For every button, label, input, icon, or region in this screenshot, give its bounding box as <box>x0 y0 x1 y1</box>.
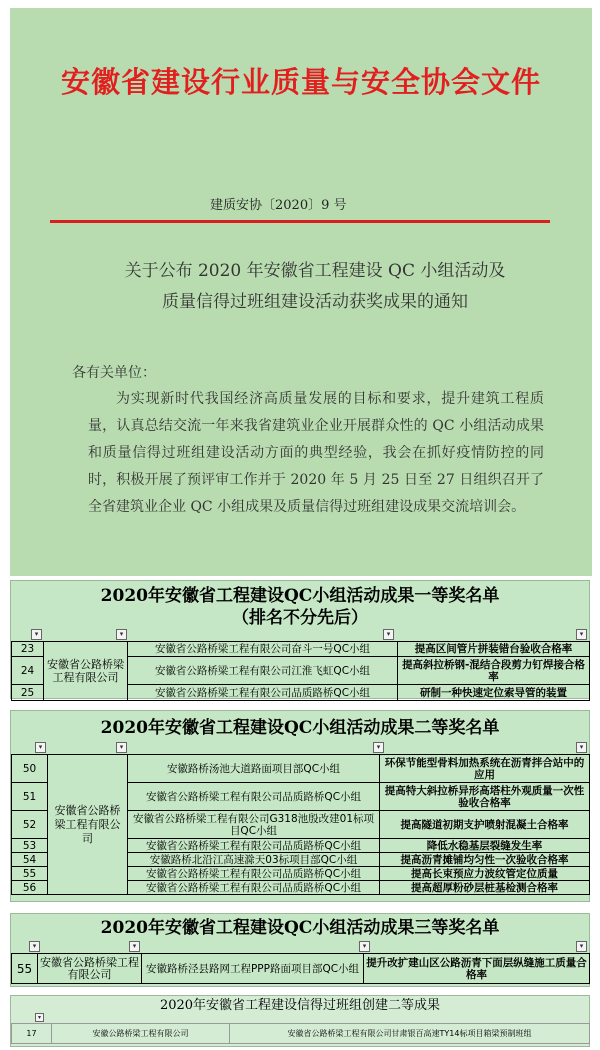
row-number: 50 <box>12 755 48 783</box>
filter-dropdown-icon[interactable]: ▾ <box>31 629 42 640</box>
company-cell: 安徽省公路桥梁工程有限公司 <box>38 954 142 984</box>
document-number: 建质安协〔2020〕9 号 <box>210 198 347 213</box>
body-paragraph: 为实现新时代我国经济高质量发展的目标和要求，提升建筑工程质量，认真总结交流一年来我省建筑业企业开展群众性的 QC 小组活动成果和质量信得过班组建设活动方面的典型经验，我会在抓好疫情防控的同时，积极开展了预评审工作并于 2020 年 5 月 25 日至 27 日组织召开了全省建筑业企业 QC 小组成果及质量信得过班组建设成果交流培训会。 <box>88 391 544 515</box>
trustworthy-team-table <box>11 1023 590 1044</box>
filter-dropdown-icon[interactable]: ▾ <box>373 742 384 753</box>
row-number: 55 <box>12 954 38 984</box>
filter-row <box>11 1015 589 1023</box>
group-cell: 安徽省公路桥梁工程有限公司品质路桥QC小组 <box>128 839 380 853</box>
third-prize-sheet <box>10 913 590 987</box>
topic-cell: 提高斜拉桥钢-混结合段剪力钉焊接合格率 <box>398 657 590 685</box>
group-cell: 安徽省公路桥梁工程有限公司品质路桥QC小组 <box>128 783 380 811</box>
third-prize-table <box>11 953 590 984</box>
filter-dropdown-icon[interactable]: ▾ <box>576 742 587 753</box>
topic-cell: 提高沥青摊铺均匀性一次验收合格率 <box>380 853 590 867</box>
group-cell: 安徽省公路桥梁工程有限公司品质路桥QC小组 <box>128 685 398 701</box>
topic-cell: 提升改扩建山区公路沥青下面层纵缝施工质量合格率 <box>364 954 590 984</box>
topic-cell: 提高长束预应力波纹管定位质量 <box>380 867 590 881</box>
row-number: 56 <box>12 881 48 895</box>
first-prize-subtitle: （排名不分先后） <box>232 608 368 628</box>
company-cell: 安徽省公路桥梁工程有限公司 <box>44 642 128 701</box>
table-row <box>12 954 590 984</box>
topic-cell: 提高特大斜拉桥异形高塔柱外观质量一次性验收合格率 <box>380 783 590 811</box>
third-prize-title: 2020年安徽省工程建设QC小组活动成果三等奖名单 <box>100 918 500 938</box>
row-number: 52 <box>12 811 48 839</box>
filter-dropdown-icon[interactable]: ▾ <box>35 1013 44 1022</box>
filter-dropdown-icon[interactable]: ▾ <box>576 629 587 640</box>
topic-cell: 提高超厚粉砂层桩基检测合格率 <box>380 881 590 895</box>
notice-title <box>70 256 560 318</box>
filter-dropdown-icon[interactable]: ▾ <box>576 941 587 952</box>
topic-cell: 降低水稳基层裂缝发生率 <box>380 839 590 853</box>
filter-row <box>11 628 589 641</box>
group-cell: 安徽省公路桥梁工程有限公司G318池殷改建01标项目QC小组 <box>128 811 380 839</box>
second-prize-table <box>11 754 590 895</box>
group-cell: 安徽路桥北沿江高速滁天03标项目部QC小组 <box>128 853 380 867</box>
salutation: 各有关单位： <box>72 365 156 381</box>
second-prize-title: 2020年安徽省工程建设QC小组活动成果二等奖名单 <box>100 718 500 738</box>
filter-dropdown-icon[interactable]: ▾ <box>116 742 127 753</box>
trustworthy-team-title: 2020年安徽省工程建设信得过班组创建二等成果 <box>159 998 441 1013</box>
filter-dropdown-icon[interactable]: ▾ <box>116 629 127 640</box>
filter-dropdown-icon[interactable]: ▾ <box>29 941 40 952</box>
group-cell: 安徽省公路桥梁工程有限公司甘肃银百高速TY14标项目箱梁预制班组 <box>230 1024 590 1044</box>
row-number: 25 <box>12 685 44 701</box>
header-divider <box>50 220 550 223</box>
topic-cell: 提高区间管片拼装错台验收合格率 <box>398 642 590 657</box>
group-cell: 安徽省公路桥梁工程有限公司奋斗一号QC小组 <box>128 642 398 657</box>
row-number: 54 <box>12 853 48 867</box>
document-header-title: 安徽省建设行业质量与安全协会文件 <box>60 65 541 99</box>
first-prize-table <box>11 641 590 701</box>
group-cell: 安徽省公路桥梁工程有限公司江淮飞虹QC小组 <box>128 657 398 685</box>
group-cell: 安徽路桥泾县路网工程PPP路面项目部QC小组 <box>142 954 364 984</box>
row-number: 55 <box>12 867 48 881</box>
group-cell: 安徽路桥汤池大道路面项目部QC小组 <box>128 755 380 783</box>
company-cell: 安徽省公路桥梁工程有限公司 <box>48 755 128 895</box>
group-cell: 安徽省公路桥梁工程有限公司品质路桥QC小组 <box>128 881 380 895</box>
notice-title-line2: 质量信得过班组建设活动获奖成果的通知 <box>162 292 468 312</box>
table-row <box>12 642 590 657</box>
row-number: 24 <box>12 657 44 685</box>
trustworthy-team-sheet <box>10 995 590 1047</box>
filter-dropdown-icon[interactable]: ▾ <box>383 629 394 640</box>
filter-dropdown-icon[interactable]: ▾ <box>129 941 140 952</box>
document-page <box>10 8 592 576</box>
first-prize-title: 2020年安徽省工程建设QC小组活动成果一等奖名单 <box>100 586 500 606</box>
row-number: 17 <box>12 1024 52 1044</box>
topic-cell: 环保节能型骨料加热系统在沥青拌合站中的应用 <box>380 755 590 783</box>
filter-row <box>11 940 589 953</box>
row-number: 53 <box>12 839 48 853</box>
topic-cell: 研制一种快速定位索导管的装置 <box>398 685 590 701</box>
first-prize-sheet <box>10 580 590 699</box>
filter-dropdown-icon[interactable]: ▾ <box>359 941 370 952</box>
table-row <box>12 1024 590 1044</box>
second-prize-sheet <box>10 710 590 902</box>
group-cell: 安徽省公路桥梁工程有限公司品质路桥QC小组 <box>128 867 380 881</box>
topic-cell: 提高隧道初期支护喷射混凝土合格率 <box>380 811 590 839</box>
filter-row <box>11 741 589 754</box>
notice-title-line1: 关于公布 2020 年安徽省工程建设 QC 小组活动及 <box>124 261 506 281</box>
row-number: 51 <box>12 783 48 811</box>
row-number: 23 <box>12 642 44 657</box>
company-cell: 安徽公路桥梁工程有限公司 <box>52 1024 230 1044</box>
filter-dropdown-icon[interactable]: ▾ <box>35 742 46 753</box>
table-row <box>12 755 590 783</box>
